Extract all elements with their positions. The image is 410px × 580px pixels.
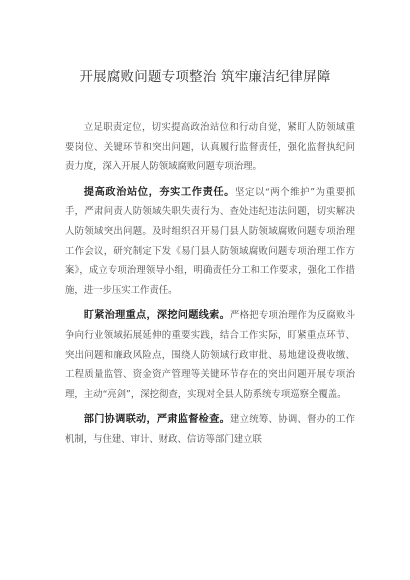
paragraph-coordination: [65, 410, 355, 449]
paragraph-heading: 部门协调联动，严肃监督检查。: [83, 414, 231, 426]
paragraph-text: 立足职责定位，切实提高政治站位和行动自觉，紧盯人防领域重要岗位、关键环节和突出问题，认真履行监督责任，强化监督执纪问责力度，深入开展人防领域腐败问题专项治理。: [65, 122, 355, 173]
paragraph-text: 建立统筹、协调、督办的工作机制，与住建、审计、财政、信访等部门建立联: [65, 414, 355, 445]
paragraph-political-stance: [65, 183, 355, 301]
paragraph-heading: 盯紧治理重点，深挖问题线索。: [83, 310, 231, 322]
paragraph-governance-focus: [65, 306, 355, 404]
paragraph-intro: [65, 118, 355, 177]
document-body: [65, 118, 355, 456]
paragraph-text: 严格把专项治理作为反腐败斗争向行业领域拓展延伸的重要实践，结合工作实际，盯紧重点环节、突出问题和廉政风险点，围绕人防领域行政审批、易地建设费收缴、工程质量监管、资金资产管理等关键环节存在的突出问题开展专项治理，主动“亮剑”，深挖彻查，实现对全县人防系统专项巡察全覆盖。: [65, 310, 355, 400]
paragraph-heading: 提高政治站位，夯实工作责任。: [83, 186, 235, 198]
document-title: 开展腐败问题专项整治 筑牢廉洁纪律屏障: [79, 69, 331, 85]
paragraph-text: 坚定以“两个维护”为重要抓手，严肃问责人防领域失职失责行为、查处违纪违法问题，切实解决人防领域突出问题。及时组织召开易门县人防领域腐败问题专项治理工作会议，研究制定下发《易门县人防领域腐败问题专项治理工作方案》，成立专项治理领导小组，明确责任分工和工作要求，强化工作措施，进一步压实工作责任。: [65, 186, 356, 296]
